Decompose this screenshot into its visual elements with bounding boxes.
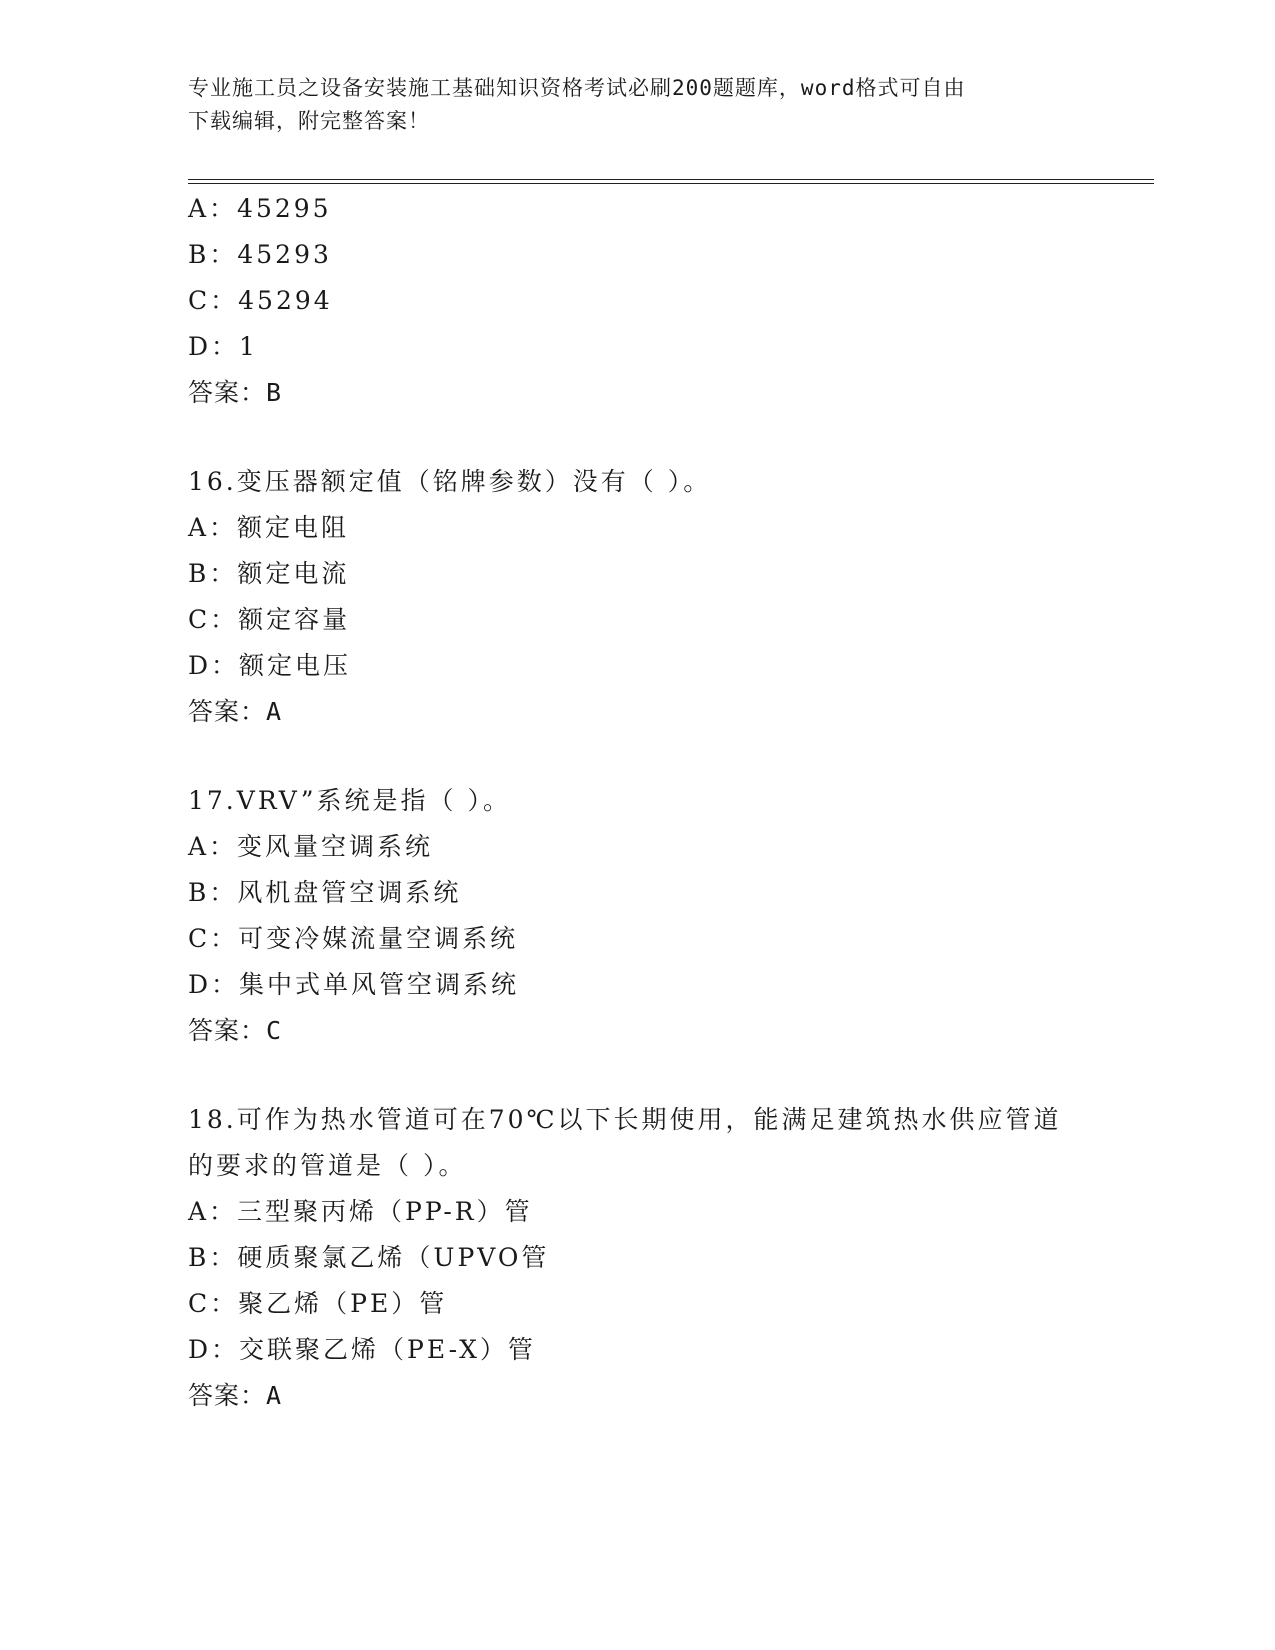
question-stem-line-2: 的要求的管道是（ ）。 bbox=[188, 1151, 467, 1180]
question-15 bbox=[188, 186, 1148, 416]
question-stem: 17.VRV”系统是指（ ）。 bbox=[188, 786, 511, 815]
answer-label: 答案：C bbox=[188, 1016, 283, 1045]
option-d: D：1 bbox=[188, 332, 258, 361]
answer-label: 答案：B bbox=[188, 378, 283, 407]
option-a: A：三型聚丙烯（PP-R）管 bbox=[188, 1197, 533, 1226]
option-b: B：风机盘管空调系统 bbox=[188, 878, 462, 907]
question-16 bbox=[188, 459, 1148, 735]
header-line-1: 专业施工员之设备安装施工基础知识资格考试必刷200题题库，word格式可自由 bbox=[188, 76, 966, 100]
option-a: A：45295 bbox=[188, 194, 332, 223]
document-header bbox=[188, 72, 1068, 138]
answer-label: 答案：A bbox=[188, 697, 283, 726]
question-stem-line-1: 18.可作为热水管道可在70℃以下长期使用，能满足建筑热水供应管道 bbox=[188, 1105, 1062, 1134]
option-b: B：额定电流 bbox=[188, 559, 350, 588]
header-rule-top bbox=[188, 179, 1154, 180]
option-a: A：额定电阻 bbox=[188, 513, 350, 542]
option-a: A：变风量空调系统 bbox=[188, 832, 434, 861]
option-b: B：45293 bbox=[188, 240, 332, 269]
option-b: B：硬质聚氯乙烯（UPVO管 bbox=[188, 1243, 550, 1272]
option-c: C：45294 bbox=[188, 286, 333, 315]
option-c: C：聚乙烯（PE）管 bbox=[188, 1289, 448, 1318]
option-d: D：集中式单风管空调系统 bbox=[188, 970, 520, 999]
question-18 bbox=[188, 1097, 1148, 1419]
answer-label: 答案：A bbox=[188, 1381, 283, 1410]
option-d: D：额定电压 bbox=[188, 651, 352, 680]
header-rule-bottom bbox=[188, 183, 1154, 184]
header-line-2: 下载编辑，附完整答案！ bbox=[188, 109, 430, 133]
option-c: C：额定容量 bbox=[188, 605, 351, 634]
question-list bbox=[188, 186, 1148, 1419]
option-c: C：可变冷媒流量空调系统 bbox=[188, 924, 519, 953]
option-d: D：交联聚乙烯（PE-X）管 bbox=[188, 1335, 536, 1364]
question-stem: 16.变压器额定值（铭牌参数）没有（ ）。 bbox=[188, 467, 712, 496]
question-17 bbox=[188, 778, 1148, 1054]
